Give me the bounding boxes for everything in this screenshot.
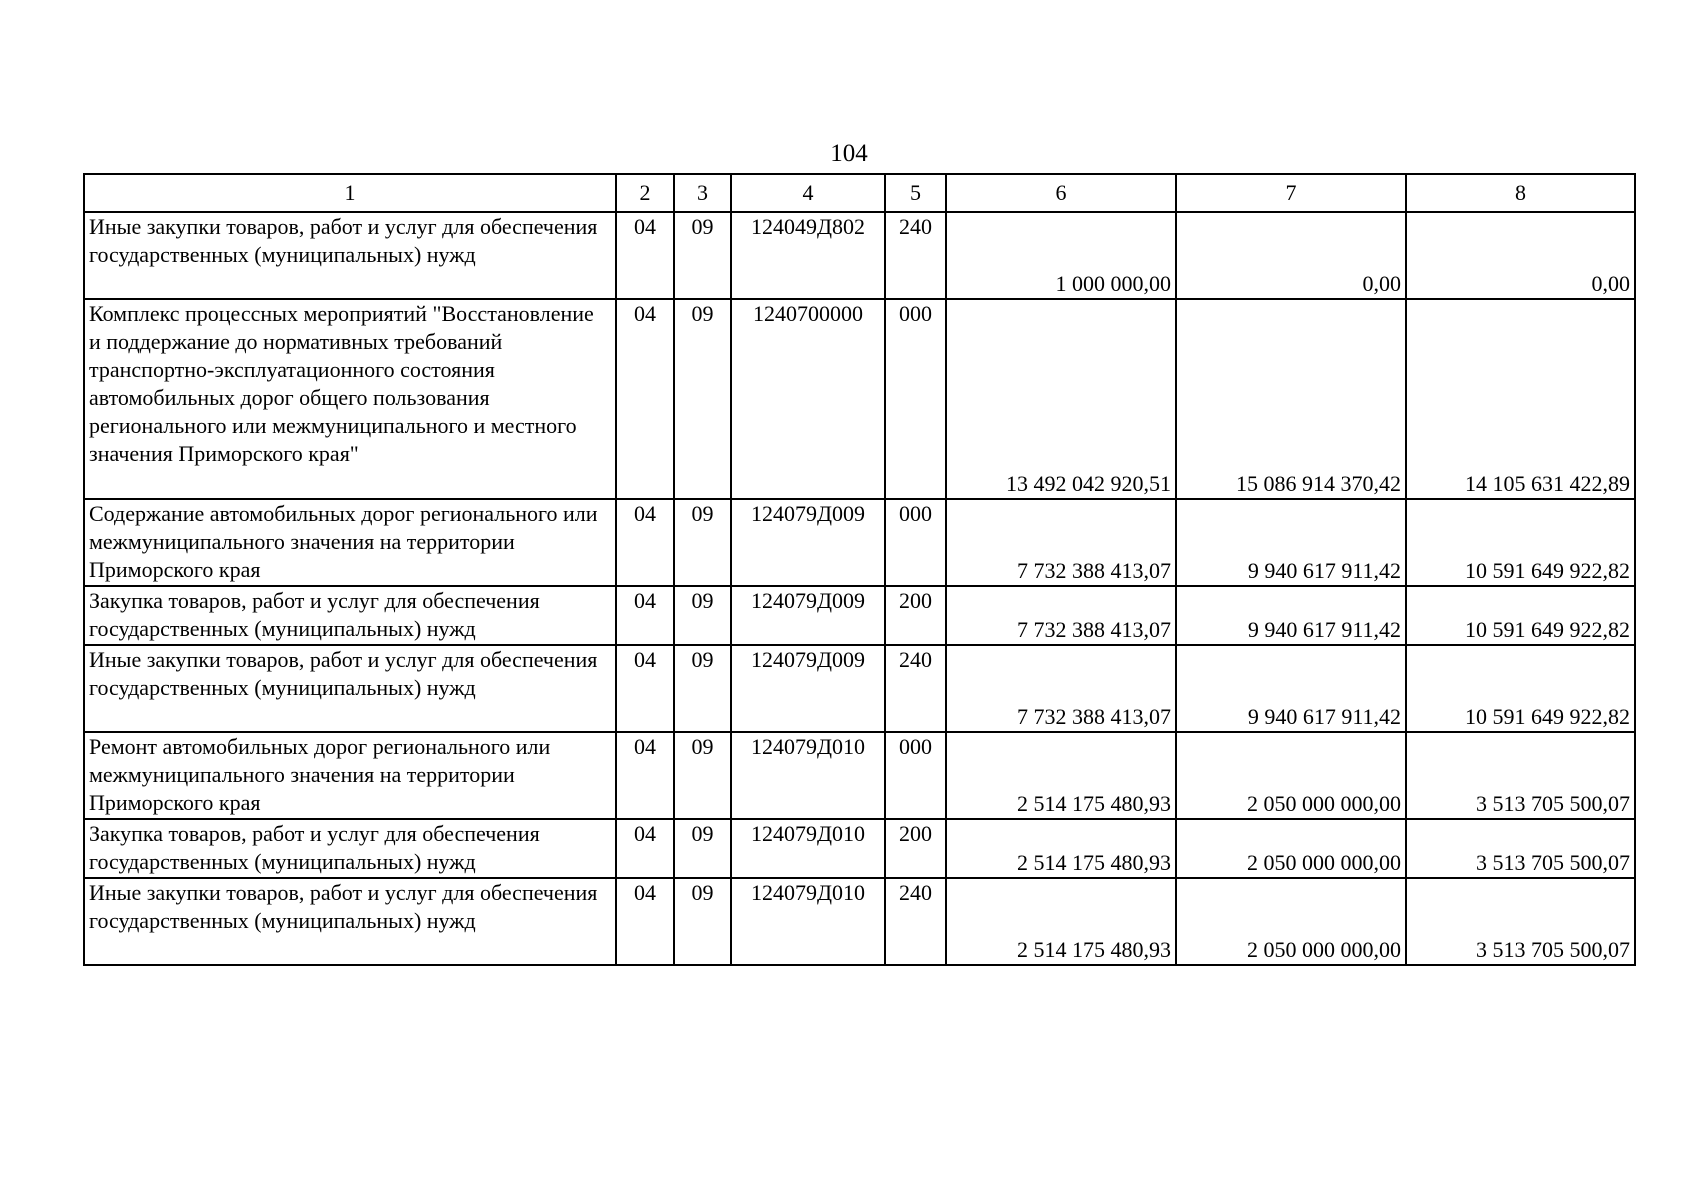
expense-name-cell: Содержание автомобильных дорог регионального или межмуниципального значения на территории Приморского края [84,499,616,586]
column-header: 8 [1406,174,1635,212]
expense-name-cell: Закупка товаров, работ и услуг для обеспечения государственных (муниципальных) нужд [84,819,616,878]
amount-col8-cell: 14 105 631 422,89 [1406,299,1635,499]
column-header: 4 [731,174,885,212]
table-row [84,819,1635,878]
section-code-cell: 04 [616,732,674,819]
table-row [84,732,1635,819]
amount-col8-cell: 10 591 649 922,82 [1406,645,1635,732]
amount-col7-cell: 9 940 617 911,42 [1176,499,1406,586]
amount-col8-cell: 3 513 705 500,07 [1406,819,1635,878]
amount-col6-cell: 13 492 042 920,51 [946,299,1176,499]
expense-type-code-cell: 240 [885,878,946,965]
target-item-code-cell: 124079Д009 [731,499,885,586]
section-code-cell: 04 [616,878,674,965]
expense-type-code-cell: 000 [885,499,946,586]
amount-col8-cell: 3 513 705 500,07 [1406,732,1635,819]
subsection-code-cell: 09 [674,499,731,586]
column-header: 2 [616,174,674,212]
expense-name-cell: Иные закупки товаров, работ и услуг для обеспечения государственных (муниципальных) нужд [84,878,616,965]
subsection-code-cell: 09 [674,878,731,965]
amount-col7-cell: 15 086 914 370,42 [1176,299,1406,499]
amount-col6-cell: 1 000 000,00 [946,212,1176,299]
amount-col7-cell: 2 050 000 000,00 [1176,819,1406,878]
table-row [84,645,1635,732]
budget-table [83,173,1636,966]
expense-type-code-cell: 200 [885,819,946,878]
amount-col8-cell: 0,00 [1406,212,1635,299]
column-number-row [84,174,1635,212]
target-item-code-cell: 124079Д010 [731,878,885,965]
table-row [84,499,1635,586]
amount-col6-cell: 2 514 175 480,93 [946,819,1176,878]
amount-col7-cell: 9 940 617 911,42 [1176,586,1406,645]
section-code-cell: 04 [616,499,674,586]
subsection-code-cell: 09 [674,819,731,878]
column-header: 3 [674,174,731,212]
target-item-code-cell: 124079Д009 [731,645,885,732]
expense-name-cell: Ремонт автомобильных дорог регионального или межмуниципального значения на территории Приморского края [84,732,616,819]
target-item-code-cell: 124079Д009 [731,586,885,645]
subsection-code-cell: 09 [674,586,731,645]
expense-name-cell: Иные закупки товаров, работ и услуг для обеспечения государственных (муниципальных) нужд [84,212,616,299]
amount-col7-cell: 9 940 617 911,42 [1176,645,1406,732]
subsection-code-cell: 09 [674,732,731,819]
target-item-code-cell: 124049Д802 [731,212,885,299]
expense-name-cell: Иные закупки товаров, работ и услуг для обеспечения государственных (муниципальных) нужд [84,645,616,732]
amount-col6-cell: 2 514 175 480,93 [946,732,1176,819]
amount-col6-cell: 7 732 388 413,07 [946,645,1176,732]
amount-col6-cell: 2 514 175 480,93 [946,878,1176,965]
column-header: 5 [885,174,946,212]
subsection-code-cell: 09 [674,645,731,732]
section-code-cell: 04 [616,645,674,732]
column-header: 6 [946,174,1176,212]
target-item-code-cell: 124079Д010 [731,732,885,819]
table-row [84,212,1635,299]
amount-col6-cell: 7 732 388 413,07 [946,586,1176,645]
amount-col7-cell: 2 050 000 000,00 [1176,878,1406,965]
amount-col7-cell: 2 050 000 000,00 [1176,732,1406,819]
amount-col8-cell: 3 513 705 500,07 [1406,878,1635,965]
table-row [84,299,1635,499]
section-code-cell: 04 [616,299,674,499]
target-item-code-cell: 1240700000 [731,299,885,499]
expense-name-cell: Закупка товаров, работ и услуг для обеспечения государственных (муниципальных) нужд [84,586,616,645]
column-header: 1 [84,174,616,212]
expense-type-code-cell: 000 [885,732,946,819]
section-code-cell: 04 [616,212,674,299]
table-row [84,878,1635,965]
column-header: 7 [1176,174,1406,212]
page-number: 104 [830,140,868,167]
table-row [84,586,1635,645]
subsection-code-cell: 09 [674,212,731,299]
expense-name-cell: Комплекс процессных мероприятий "Восстановление и поддержание до нормативных требований транспортно-эксплуатационного состояния автомобильных дорог общего пользования регионального или межмуниципального и местного значения Приморского края" [84,299,616,499]
expense-type-code-cell: 240 [885,645,946,732]
section-code-cell: 04 [616,819,674,878]
section-code-cell: 04 [616,586,674,645]
expense-type-code-cell: 000 [885,299,946,499]
expense-type-code-cell: 240 [885,212,946,299]
expense-type-code-cell: 200 [885,586,946,645]
amount-col8-cell: 10 591 649 922,82 [1406,499,1635,586]
subsection-code-cell: 09 [674,299,731,499]
amount-col8-cell: 10 591 649 922,82 [1406,586,1635,645]
amount-col6-cell: 7 732 388 413,07 [946,499,1176,586]
amount-col7-cell: 0,00 [1176,212,1406,299]
target-item-code-cell: 124079Д010 [731,819,885,878]
